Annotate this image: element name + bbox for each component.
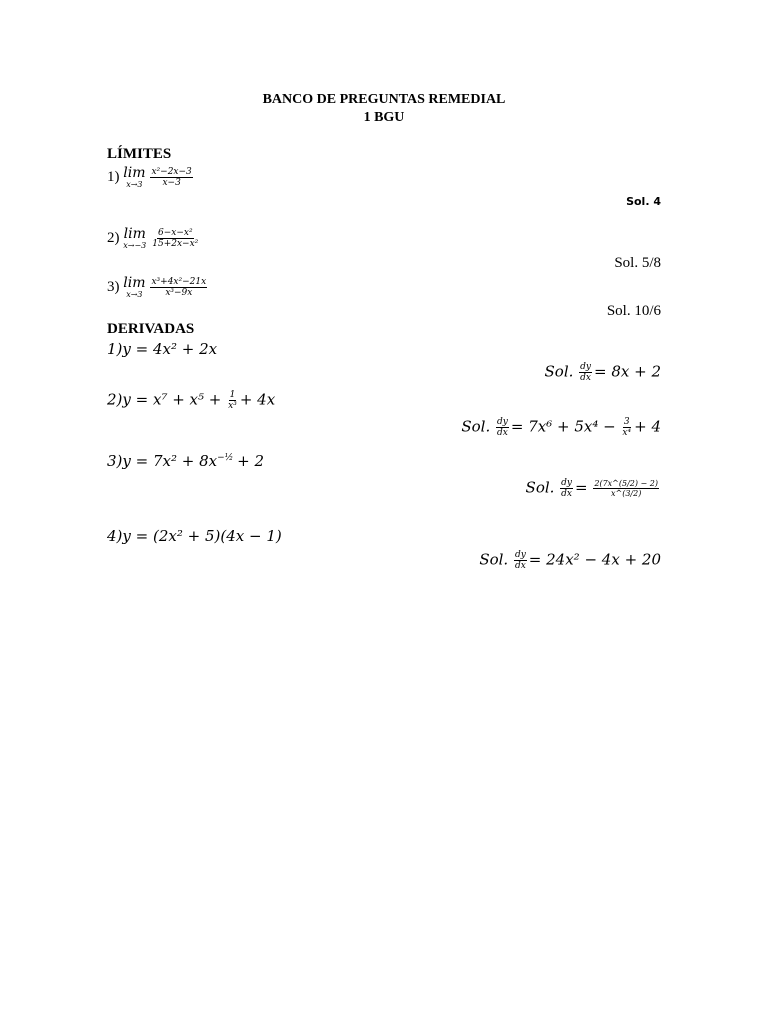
limit-operator: lim x→3 bbox=[123, 165, 146, 189]
derivatives-heading: DERIVADAS bbox=[107, 321, 195, 337]
problem-number: 3) bbox=[107, 452, 123, 470]
derivative-problem-4 bbox=[107, 527, 282, 546]
document-subtitle: 1 BGU bbox=[363, 110, 405, 125]
document-title: BANCO DE PREGUNTAS REMEDIAL bbox=[262, 92, 506, 107]
dy-dx-fraction: $\frac{dy}{dx}$ bbox=[514, 550, 526, 572]
fraction-numerator: 6−x−x² bbox=[157, 227, 193, 238]
limit-problem-1 bbox=[107, 166, 195, 189]
problem-number: 1) bbox=[107, 340, 123, 358]
sol-label: Sol. bbox=[461, 417, 491, 436]
dy-dx-fraction: $\frac{dy}{dx}$ bbox=[561, 478, 573, 500]
derivative-problem-3: $3)y = 7x^2 + 8x^{-\frac{1}{2}} + 2$ bbox=[107, 452, 265, 470]
limit-operator: lim x→3 bbox=[123, 275, 146, 299]
limit-problem-3 bbox=[107, 276, 209, 299]
derivative-solution-3: Sol. $\frac{dy}{dx}$ = $\frac{2(7x\^{}(5/2) - 2)}{x\^{}(3/2)}$ bbox=[525, 478, 658, 500]
limit-fraction bbox=[150, 167, 192, 189]
limit-solution-2: Sol. 5/8 bbox=[614, 255, 661, 271]
derivative-function: y = (2x² + 5)(4x − 1) bbox=[122, 527, 282, 545]
problem-number: 1) bbox=[107, 168, 120, 185]
limit-operator: lim x→−3 bbox=[123, 226, 147, 250]
derivative-problem-2: 2)y = x⁷ + x⁵ + $\frac{1}{\text{x³}}$ + 4x bbox=[107, 390, 276, 412]
fraction-denominator: x−3 bbox=[162, 178, 181, 188]
problem-number: 2) bbox=[107, 229, 120, 246]
problem-number: 3) bbox=[107, 278, 120, 295]
limit-fraction bbox=[151, 228, 199, 250]
sol-label: Sol. bbox=[544, 362, 574, 381]
derivative-solution-4 bbox=[479, 550, 661, 572]
dy-dx-fraction: $\frac{dy}{dx}$ bbox=[497, 417, 508, 439]
solution-fraction: $\frac{2(7x\^{}(5/2) - 2)}{x\^{}(3/2)}$ bbox=[594, 479, 658, 499]
limit-solution-1: Sol. 4 bbox=[626, 195, 661, 208]
limits-heading: LÍMITES bbox=[107, 146, 172, 162]
fraction-denominator: x³−9x bbox=[165, 288, 193, 298]
problem-number: 4) bbox=[107, 527, 123, 545]
limit-solution-3: Sol. 10/6 bbox=[606, 303, 661, 319]
sol-label: Sol. bbox=[525, 478, 555, 497]
derivative-solution-2: Sol. $\frac{dy}{dx}$ = 7x⁶ + 5x⁴ − $\frac{3}{\text{x⁴}}$ + 4 bbox=[461, 417, 661, 439]
limit-problem-2 bbox=[107, 227, 201, 250]
limit-fraction bbox=[150, 277, 207, 299]
derivative-result: = 8x + 2 bbox=[594, 362, 661, 381]
derivative-result: = 24x² − 4x + 20 bbox=[528, 550, 661, 569]
fraction-numerator: x³+4x²−21x bbox=[151, 276, 207, 287]
problem-number: 2) bbox=[107, 390, 123, 409]
sol-label: Sol. bbox=[479, 550, 509, 569]
function-fraction: $\frac{1}{\text{x³}}$ bbox=[228, 390, 237, 412]
solution-fraction: $\frac{3}{\text{x⁴}}$ bbox=[622, 417, 632, 439]
dy-dx-fraction: $\frac{dy}{dx}$ bbox=[580, 362, 591, 384]
derivative-solution-1 bbox=[545, 362, 661, 384]
derivative-problem-1 bbox=[107, 340, 217, 359]
fractional-exponent: −½ bbox=[217, 453, 234, 463]
fraction-denominator: 15+2x−x² bbox=[152, 239, 199, 249]
fraction-numerator: x²−2x−3 bbox=[151, 166, 192, 177]
derivative-function: y = 4x² + 2x bbox=[122, 340, 218, 358]
